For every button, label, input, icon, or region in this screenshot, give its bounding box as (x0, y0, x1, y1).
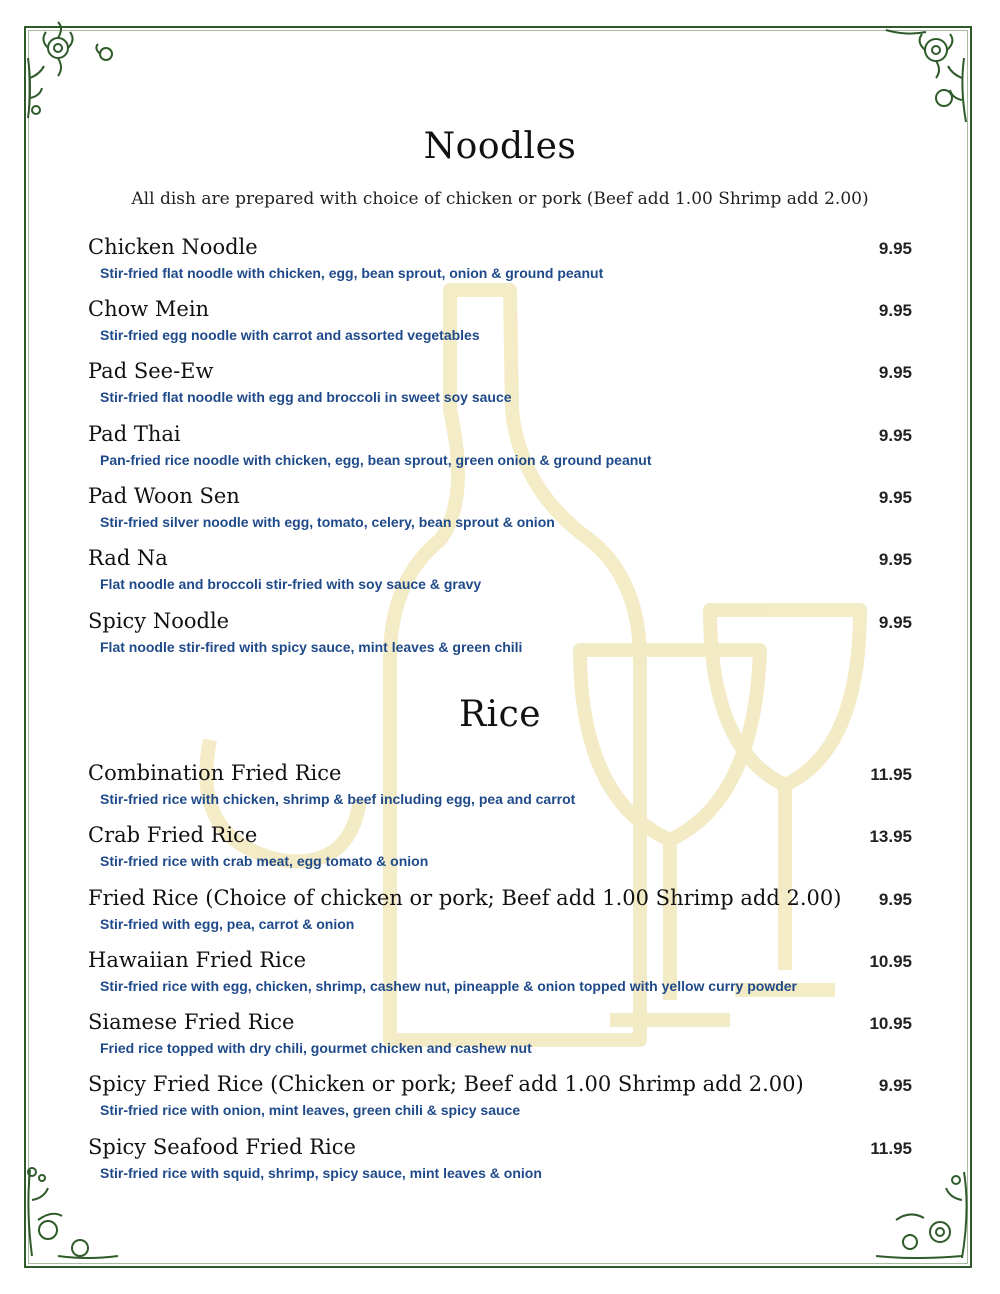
item-description: Stir-fried with egg, pea, carrot & onion (100, 916, 355, 932)
item-price: 9.95 (878, 426, 912, 445)
item-price: 11.95 (870, 1139, 912, 1158)
item-name: Spicy Seafood Fried Rice (88, 1135, 356, 1159)
menu-item (88, 761, 914, 817)
item-name: Fried Rice (Choice of chicken or pork; Beef add 1.00 Shrimp add 2.00) (88, 886, 842, 910)
item-price: 13.95 (869, 827, 912, 846)
item-price: 9.95 (878, 613, 912, 632)
menu-item (88, 886, 914, 942)
menu-item (88, 1135, 914, 1191)
item-description: Fried rice topped with dry chili, gourmet chicken and cashew nut (100, 1040, 532, 1056)
item-name: Pad Woon Sen (88, 484, 240, 508)
item-description: Stir-fried rice with chicken, shrimp & beef including egg, pea and carrot (100, 791, 576, 807)
item-price: 9.95 (878, 301, 912, 320)
menu-item (88, 1072, 914, 1128)
item-description: Flat noodle and broccoli stir-fried with soy sauce & gravy (100, 576, 482, 592)
item-description: Stir-fried flat noodle with egg and broccoli in sweet soy sauce (100, 389, 512, 405)
menu-item (88, 484, 914, 540)
noodles-note: All dish are prepared with choice of chicken or pork (Beef add 1.00 Shrimp add 2.00) (131, 189, 869, 209)
item-description: Stir-fried egg noodle with carrot and assorted vegetables (100, 327, 480, 343)
item-price: 9.95 (878, 239, 912, 258)
menu-item (88, 823, 914, 879)
item-price: 11.95 (870, 765, 912, 784)
item-description: Flat noodle stir-fired with spicy sauce, mint leaves & green chili (100, 639, 523, 655)
menu-item (88, 422, 914, 478)
item-price: 9.95 (878, 488, 912, 507)
menu-item (88, 359, 914, 415)
item-name: Hawaiian Fried Rice (88, 948, 307, 972)
item-name: Spicy Fried Rice (Chicken or pork; Beef add 1.00 Shrimp add 2.00) (88, 1072, 804, 1096)
item-price: 9.95 (878, 1076, 912, 1095)
menu-item (88, 546, 914, 602)
item-price: 10.95 (869, 1014, 912, 1033)
menu-item (88, 235, 914, 291)
item-description: Stir-fried rice with onion, mint leaves, green chili & spicy sauce (100, 1102, 521, 1118)
item-description: Stir-fried rice with egg, chicken, shrimp, cashew nut, pineapple & onion topped with yellow curry powder (100, 978, 797, 994)
item-price: 9.95 (878, 550, 912, 569)
item-description: Stir-fried flat noodle with chicken, egg, bean sprout, onion & ground peanut (100, 265, 604, 281)
item-name: Chow Mein (88, 297, 210, 321)
menu-item (88, 1010, 914, 1066)
menu-item (88, 948, 914, 1004)
floral-corner-icon (18, 18, 128, 128)
item-name: Pad See-Ew (88, 359, 214, 383)
item-name: Spicy Noodle (88, 609, 230, 633)
noodles-title: Noodles (423, 126, 577, 167)
item-name: Rad Na (88, 546, 168, 570)
item-price: 10.95 (869, 952, 912, 971)
item-name: Pad Thai (88, 422, 181, 446)
floral-corner-icon (866, 18, 976, 128)
menu-item (88, 297, 914, 353)
item-description: Stir-fried rice with squid, shrimp, spicy sauce, mint leaves & onion (100, 1165, 542, 1181)
item-price: 9.95 (878, 890, 912, 909)
item-name: Crab Fried Rice (88, 823, 258, 847)
item-description: Pan-fried rice noodle with chicken, egg, bean sprout, green onion & ground peanut (100, 452, 652, 468)
item-name: Siamese Fried Rice (88, 1010, 295, 1034)
menu-item (88, 609, 914, 665)
item-name: Combination Fried Rice (88, 761, 342, 785)
item-description: Stir-fried rice with crab meat, egg tomato & onion (100, 853, 429, 869)
rice-title: Rice (458, 694, 542, 735)
item-price: 9.95 (878, 363, 912, 382)
item-description: Stir-fried silver noodle with egg, tomato, celery, bean sprout & onion (100, 514, 555, 530)
item-name: Chicken Noodle (88, 235, 258, 259)
